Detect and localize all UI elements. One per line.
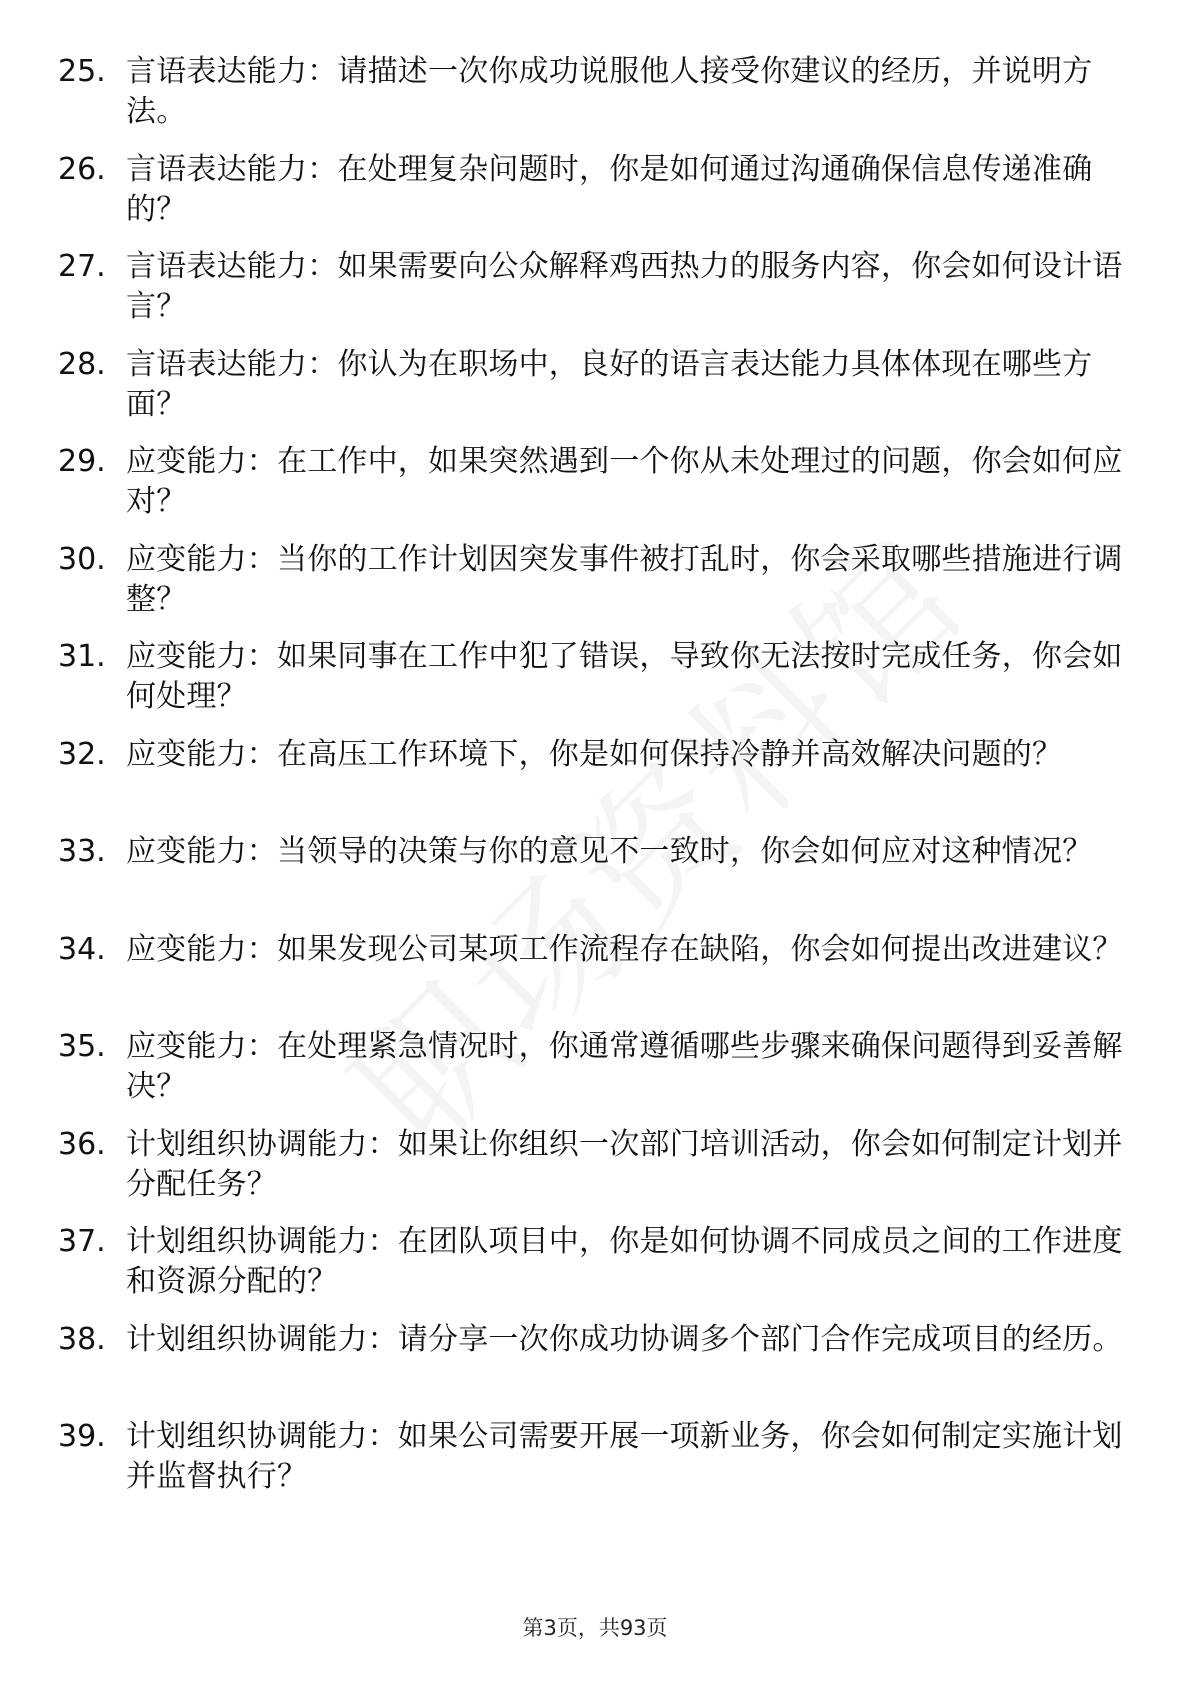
- list-item: [0, 442, 1190, 540]
- question-text: 计划组织协调能力：在团队项目中，你是如何协调不同成员之间的工作进度和资源分配的？: [126, 1224, 1123, 1299]
- question-number: 35.: [58, 1029, 106, 1064]
- question-text: 应变能力：如果同事在工作中犯了错误，导致你无法按时完成任务，你会如何处理？: [126, 639, 1123, 714]
- question-text: 计划组织协调能力：如果让你组织一次部门培训活动，你会如何制定计划并分配任务？: [126, 1126, 1123, 1202]
- question-number: 32.: [58, 736, 106, 772]
- question-number: 26.: [58, 151, 106, 187]
- question-text: 应变能力：如果发现公司某项工作流程存在缺陷，你会如何提出改进建议？: [126, 931, 1123, 967]
- question-text: 言语表达能力：请描述一次你成功说服他人接受你建议的经历，并说明方法。: [126, 54, 1093, 129]
- page-footer: [0, 1614, 1190, 1642]
- question-number: 36.: [58, 1126, 106, 1162]
- question-text: 应变能力：当领导的决策与你的意见不一致时，你会如何应对这种情况？: [126, 834, 1093, 869]
- list-item: [0, 637, 1190, 735]
- question-number: 38.: [58, 1321, 106, 1357]
- list-item: [0, 52, 1190, 150]
- question-text: 应变能力：在处理紧急情况时，你通常遵循哪些步骤来确保问题得到妥善解决？: [126, 1029, 1123, 1104]
- question-text: 计划组织协调能力：如果公司需要开展一项新业务，你会如何制定实施计划并监督执行？: [126, 1419, 1123, 1494]
- list-item: [0, 930, 1190, 1028]
- question-text: 计划组织协调能力：请分享一次你成功协调多个部门合作完成项目的经历。: [126, 1321, 1123, 1357]
- question-number: 37.: [58, 1224, 106, 1259]
- question-text: 言语表达能力：如果需要向公众解释鸡西热力的服务内容，你会如何设计语言？: [126, 249, 1123, 324]
- question-number: 39.: [58, 1419, 106, 1454]
- question-number: 30.: [58, 541, 106, 577]
- list-item: [0, 1027, 1190, 1125]
- question-number: 34.: [58, 931, 106, 967]
- list-item: [0, 540, 1190, 638]
- question-number: 25.: [58, 54, 106, 89]
- question-number: 31.: [58, 639, 106, 674]
- page-number-label: 第3页，共93页: [522, 1616, 668, 1640]
- question-list: [0, 52, 1190, 1515]
- list-item: [0, 1222, 1190, 1320]
- question-number: 33.: [58, 834, 106, 869]
- list-item: [0, 1417, 1190, 1515]
- list-item: [0, 1125, 1190, 1223]
- list-item: [0, 1320, 1190, 1418]
- list-item: [0, 832, 1190, 930]
- question-text: 言语表达能力：你认为在职场中，良好的语言表达能力具体体现在哪些方面？: [126, 346, 1093, 422]
- question-number: 27.: [58, 249, 106, 284]
- question-number: 29.: [58, 444, 106, 479]
- list-item: [0, 150, 1190, 248]
- question-number: 28.: [58, 346, 106, 382]
- question-text: 应变能力：在工作中，如果突然遇到一个你从未处理过的问题，你会如何应对？: [126, 444, 1123, 519]
- list-item: [0, 345, 1190, 443]
- question-text: 言语表达能力：在处理复杂问题时，你是如何通过沟通确保信息传递准确的？: [126, 151, 1093, 227]
- question-text: 应变能力：在高压工作环境下，你是如何保持冷静并高效解决问题的？: [126, 736, 1063, 772]
- question-text: 应变能力：当你的工作计划因突发事件被打乱时，你会采取哪些措施进行调整？: [126, 541, 1123, 617]
- list-item: [0, 735, 1190, 833]
- list-item: [0, 247, 1190, 345]
